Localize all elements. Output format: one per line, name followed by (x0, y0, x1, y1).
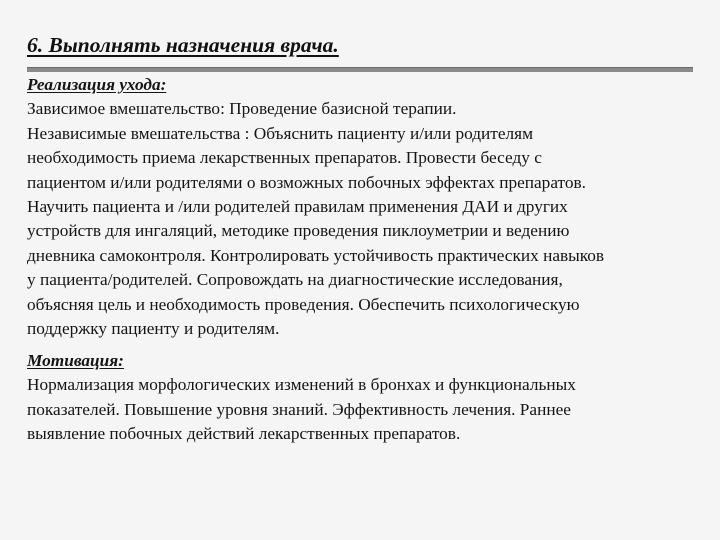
motivation-line: показателей. Повышение уровня знаний. Эффективность лечения. Раннее (27, 399, 571, 419)
motivation-line: Нормализация морфологических изменений в бронхах и функциональных (27, 375, 576, 395)
motivation-heading: Мотивация: (27, 351, 124, 370)
care-line: объясняя цель и необходимость проведения. Обеспечить психологическую (27, 294, 580, 314)
care-line: Научить пациента и /или родителей правилам применения ДАИ и других (27, 197, 568, 217)
care-line: Зависимое вмешательство: Проведение базисной терапии. (27, 99, 457, 119)
care-implementation-heading: Реализация ухода: (27, 75, 167, 94)
care-line: пациентом и/или родителями о возможных побочных эффектах препаратов. (27, 172, 586, 192)
care-line: у пациента/родителей. Сопровождать на диагностические исследования, (27, 270, 563, 290)
care-line: поддержку пациенту и родителям. (27, 319, 280, 339)
care-line: устройств для ингаляций, методике проведения пиклоуметрии и ведению (27, 221, 570, 241)
motivation-line: выявление побочных действий лекарственных препаратов. (27, 424, 461, 444)
care-implementation-section (27, 73, 707, 341)
care-line: Независимые вмешательства : Объяснить пациенту и/или родителям (27, 123, 534, 143)
title-divider (27, 67, 693, 72)
motivation-section (27, 349, 707, 447)
care-line: необходимость приема лекарственных препаратов. Провести беседу с (27, 148, 542, 168)
care-line: дневника самоконтроля. Контролировать устойчивость практических навыков (27, 245, 605, 265)
slide-title: 6. Выполнять назначения врача. (27, 33, 339, 57)
